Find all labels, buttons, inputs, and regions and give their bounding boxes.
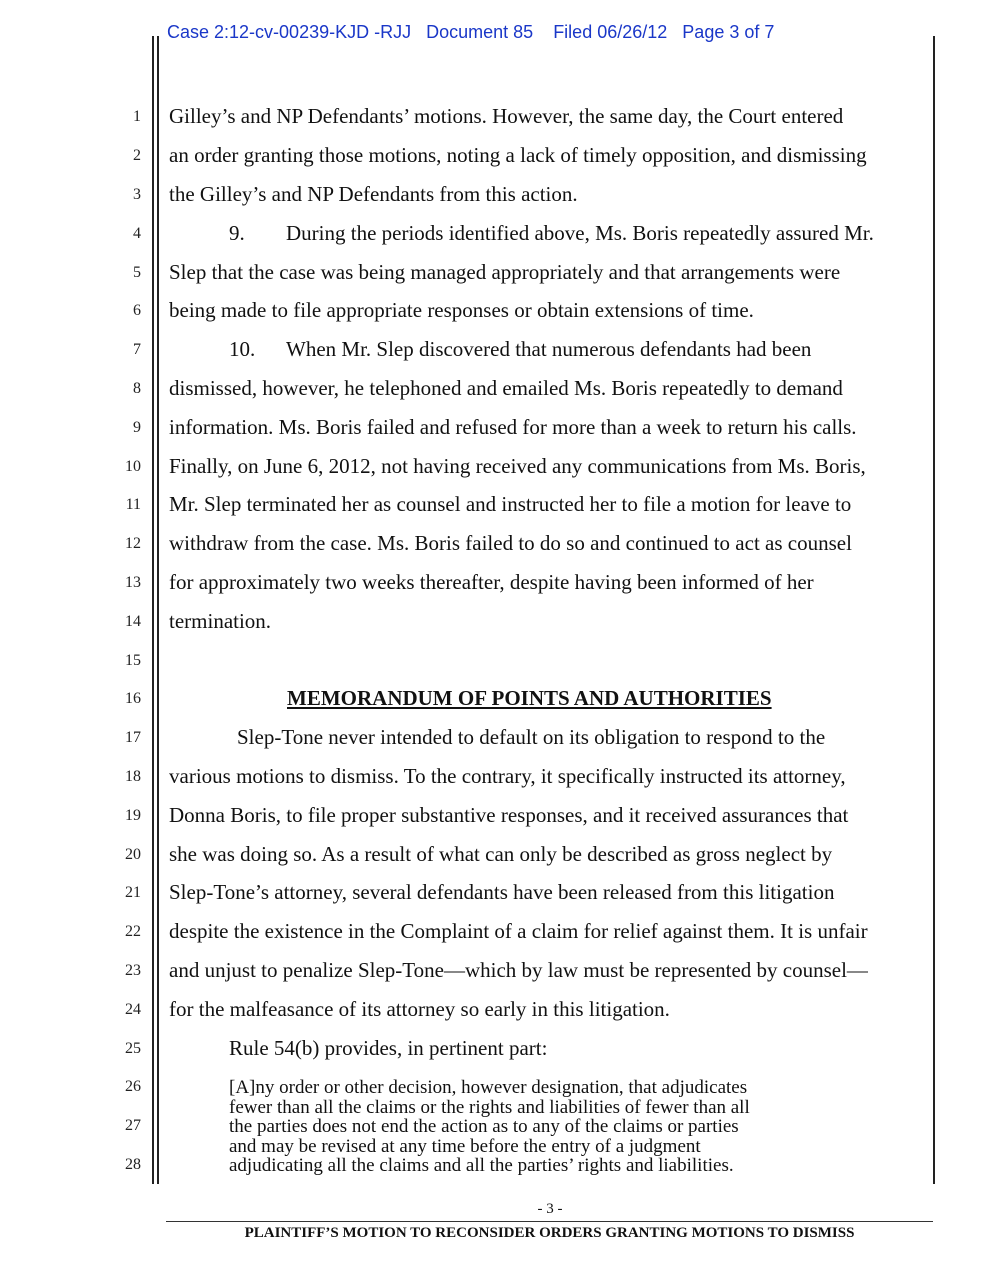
body-line: When Mr. Slep discovered that numerous defendants had been bbox=[286, 337, 812, 361]
paragraph-10-start bbox=[229, 339, 811, 360]
left-margin-rule-inner bbox=[157, 36, 159, 1184]
document-number: Document 85 bbox=[426, 22, 534, 42]
body-line: dismissed, however, he telephoned and emailed Ms. Boris repeatedly to demand bbox=[169, 376, 843, 400]
quote-line: fewer than all the claims or the rights and liabilities of fewer than all bbox=[229, 1096, 750, 1118]
paragraph-number: 9. bbox=[229, 221, 245, 245]
case-number: Case 2:12-cv-00239-KJD -RJJ bbox=[167, 22, 412, 42]
line-number: 13 bbox=[125, 574, 141, 591]
section-heading: MEMORANDUM OF POINTS AND AUTHORITIES bbox=[287, 686, 772, 710]
body-line: Slep-Tone never intended to default on its obligation to respond to the bbox=[237, 725, 826, 749]
body-line: being made to file appropriate responses or obtain extensions of time. bbox=[169, 298, 754, 322]
line-number: 3 bbox=[133, 186, 141, 203]
line-number: 2 bbox=[133, 147, 141, 164]
body-line: for the malfeasance of its attorney so early in this litigation. bbox=[169, 997, 670, 1021]
footer-title: PLAINTIFF’S MOTION TO RECONSIDER ORDERS GRANTING MOTIONS TO DISMISS bbox=[244, 1225, 855, 1241]
line-number: 17 bbox=[125, 729, 141, 746]
body-line: and unjust to penalize Slep-Tone—which by law must be represented by counsel— bbox=[169, 958, 868, 982]
line-number: 9 bbox=[133, 419, 141, 436]
case-header bbox=[167, 22, 774, 43]
line-number: 4 bbox=[133, 225, 141, 242]
body-line: Slep that the case was being managed appropriately and that arrangements were bbox=[169, 260, 841, 284]
line-number: 14 bbox=[125, 613, 141, 630]
line-number: 24 bbox=[125, 1001, 141, 1018]
body-line: Rule 54(b) provides, in pertinent part: bbox=[229, 1036, 548, 1060]
line-number: 6 bbox=[133, 302, 141, 319]
line-number: 11 bbox=[125, 496, 141, 513]
line-number: 16 bbox=[125, 690, 141, 707]
body-line: an order granting those motions, noting a lack of timely opposition, and dismissing bbox=[169, 143, 867, 167]
paragraph-number: 10. bbox=[229, 337, 256, 361]
body-line: During the periods identified above, Ms. Boris repeatedly assured Mr. bbox=[286, 221, 874, 245]
body-line: information. Ms. Boris failed and refused for more than a week to return his calls. bbox=[169, 415, 857, 439]
line-number: 26 bbox=[125, 1078, 141, 1095]
quote-line: adjudicating all the claims and all the parties’ rights and liabilities. bbox=[229, 1155, 734, 1176]
page-indicator: Page 3 of 7 bbox=[682, 22, 775, 42]
line-number: 15 bbox=[125, 652, 141, 669]
body-line: Mr. Slep terminated her as counsel and instructed her to file a motion for leave to bbox=[169, 492, 852, 516]
line-number: 19 bbox=[125, 807, 141, 824]
right-margin-rule bbox=[933, 36, 935, 1184]
left-margin-rule-outer bbox=[152, 36, 154, 1184]
line-number: 27 bbox=[125, 1117, 141, 1134]
body-line: for approximately two weeks thereafter, despite having been informed of her bbox=[169, 570, 814, 594]
quote-line: the parties does not end the action as to any of the claims or parties bbox=[229, 1116, 739, 1137]
body-line: Gilley’s and NP Defendants’ motions. However, the same day, the Court entered bbox=[169, 104, 844, 128]
line-number: 18 bbox=[125, 768, 141, 785]
paragraph-9-start bbox=[229, 223, 874, 244]
footer-rule bbox=[166, 1221, 933, 1222]
line-number: 23 bbox=[125, 962, 141, 979]
page-number: - 3 - bbox=[537, 1201, 563, 1217]
block-quote bbox=[229, 1078, 869, 1176]
body-line: the Gilley’s and NP Defendants from this action. bbox=[169, 182, 578, 206]
quote-line: and may be revised at any time before the entry of a judgment bbox=[229, 1135, 701, 1157]
body-line: withdraw from the case. Ms. Boris failed to do so and continued to act as counsel bbox=[169, 531, 852, 555]
filed-date: Filed 06/26/12 bbox=[553, 22, 668, 42]
line-number: 1 bbox=[133, 108, 141, 125]
line-number: 22 bbox=[125, 923, 141, 940]
line-number: 12 bbox=[125, 535, 141, 552]
quote-line: [A]ny order or other decision, however designation, that adjudicates bbox=[229, 1077, 748, 1098]
body-line: various motions to dismiss. To the contrary, it specifically instructed its attorney, bbox=[169, 764, 846, 788]
body-line: despite the existence in the Complaint of a claim for relief against them. It is unfair bbox=[169, 919, 868, 943]
line-number: 21 bbox=[125, 884, 141, 901]
line-number: 8 bbox=[133, 380, 141, 397]
line-number: 5 bbox=[133, 264, 141, 281]
body-line: she was doing so. As a result of what can only be described as gross neglect by bbox=[169, 842, 833, 866]
line-number: 10 bbox=[125, 458, 141, 475]
line-number: 25 bbox=[125, 1040, 141, 1057]
body-line: Donna Boris, to file proper substantive responses, and it received assurances that bbox=[169, 803, 849, 827]
line-number: 28 bbox=[125, 1156, 141, 1173]
body-line: Finally, on June 6, 2012, not having received any communications from Ms. Boris, bbox=[169, 454, 866, 478]
line-number: 20 bbox=[125, 846, 141, 863]
line-number: 7 bbox=[133, 341, 141, 358]
body-line: termination. bbox=[169, 609, 272, 633]
body-line: Slep-Tone’s attorney, several defendants have been released from this litigation bbox=[169, 880, 835, 904]
